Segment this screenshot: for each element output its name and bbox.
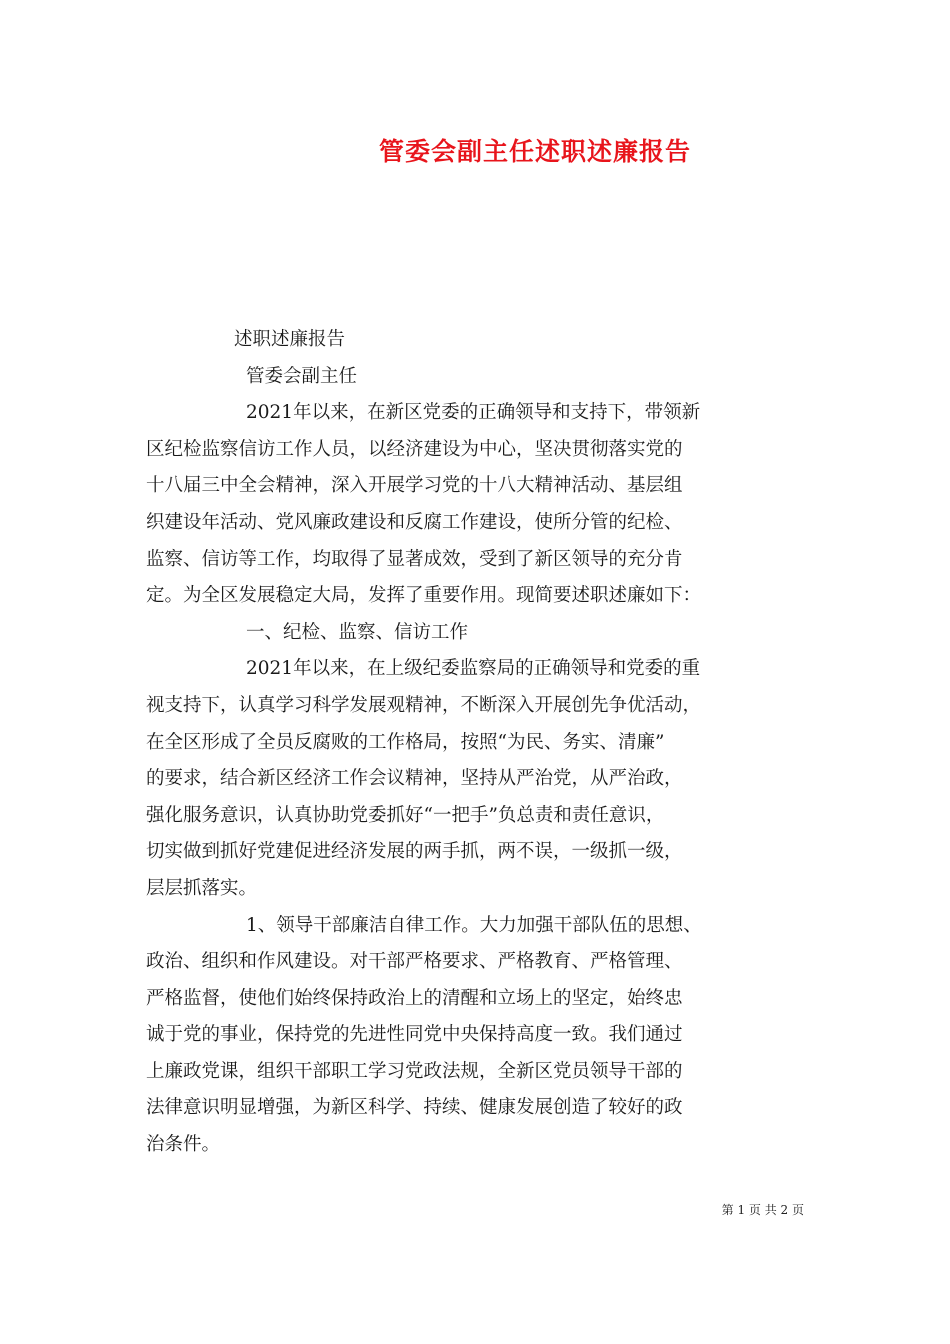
paragraph-line: 织建设年活动、党风廉政建设和反腐工作建设，使所分管的纪检、: [146, 511, 683, 533]
page-number-footer: 第 1 页 共 2 页: [721, 1203, 804, 1217]
paragraph-line: 严格监督，使他们始终保持政治上的清醒和立场上的坚定，始终忠: [146, 987, 683, 1009]
paragraph-line: 2021年以来，在上级纪委监察局的正确领导和党委的重: [246, 658, 701, 680]
paragraph-line: 的要求，结合新区经济工作会议精神，坚持从严治党，从严治政，: [146, 768, 683, 790]
paragraph-line: 2021年以来，在新区党委的正确领导和支持下，带领新: [246, 402, 701, 424]
paragraph-line: 诚于党的事业，保持党的先进性同党中央保持高度一致。我们通过: [146, 1024, 683, 1046]
paragraph-line: 视支持下，认真学习科学发展观精神，不断深入开展创先争优活动，: [146, 694, 702, 716]
paragraph-line: 法律意识明显增强，为新区科学、持续、健康发展创造了较好的政: [146, 1097, 683, 1119]
paragraph-line: 定。为全区发展稳定大局，发挥了重要作用。现简要述职述廉如下：: [146, 585, 702, 607]
author-position: 管委会副主任: [246, 365, 358, 387]
paragraph-line: 层层抓落实。: [146, 877, 258, 899]
paragraph-line: 治条件。: [146, 1134, 221, 1156]
paragraph-line: 十八届三中全会精神，深入开展学习党的十八大精神活动、基层组: [146, 475, 683, 497]
section-heading: 一、纪检、监察、信访工作: [246, 621, 469, 643]
paragraph-line: 切实做到抓好党建促进经济发展的两手抓，两不误，一级抓一级，: [146, 841, 683, 863]
paragraph-line: 区纪检监察信访工作人员，以经济建设为中心，坚决贯彻落实党的: [146, 438, 683, 460]
paragraph-line: 在全区形成了全员反腐败的工作格局，按照“为民、务实、清廉”: [146, 731, 665, 753]
paragraph-line: 强化服务意识，认真协助党委抓好“一把手”负总责和责任意识，: [146, 804, 665, 826]
paragraph-line: 1、领导干部廉洁自律工作。大力加强干部队伍的思想、: [246, 914, 702, 936]
document-title: 管委会副主任述职述廉报告: [378, 137, 691, 166]
paragraph-line: 监察、信访等工作，均取得了显著成效，受到了新区领导的充分肯: [146, 548, 683, 570]
document-body: [146, 322, 816, 1164]
report-heading: 述职述廉报告: [234, 329, 346, 350]
paragraph-line: 政治、组织和作风建设。对干部严格要求、严格教育、严格管理、: [146, 951, 683, 973]
paragraph-line: 上廉政党课，组织干部职工学习党政法规，全新区党员领导干部的: [146, 1060, 683, 1082]
